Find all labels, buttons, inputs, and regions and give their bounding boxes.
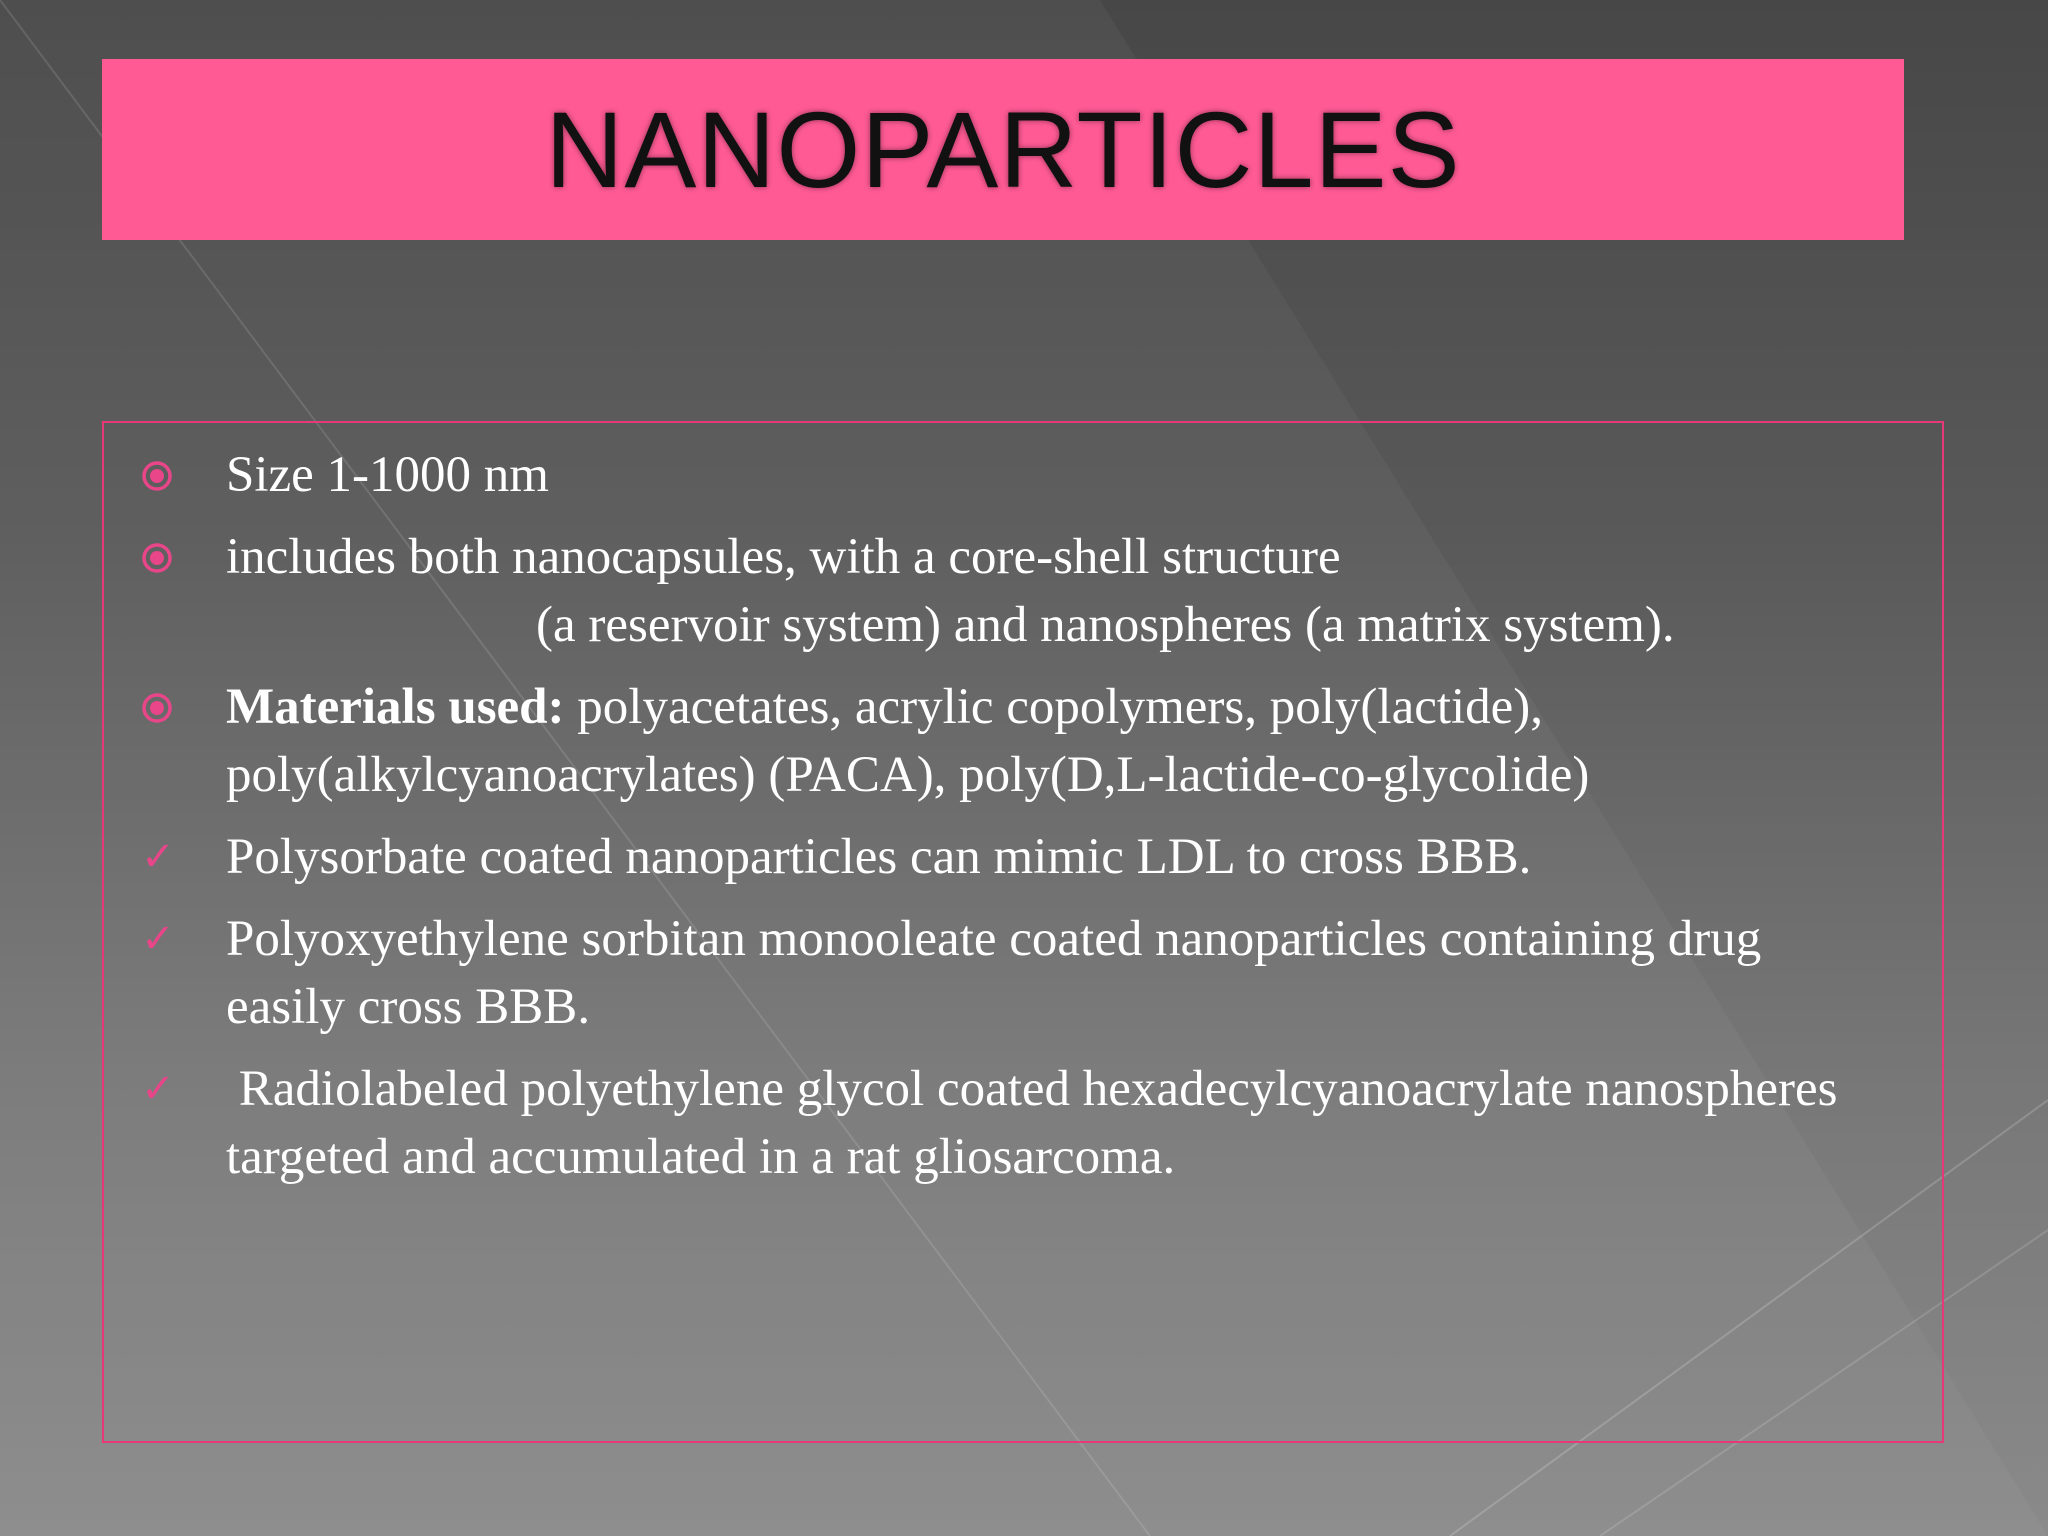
checkmark-icon: ✓ xyxy=(141,1066,175,1112)
bullet-list xyxy=(104,441,1942,1205)
bullet-text: Radiolabeled polyethylene glycol coated hexadecylcyanoacrylate nanospheres targeted and accumulated in a rat gliosarcoma. xyxy=(226,1061,1851,1185)
bullet-materials xyxy=(104,673,1942,809)
bullet-text: includes both nanocapsules, with a core-shell structure xyxy=(226,529,1341,585)
radio-bullet-icon xyxy=(140,691,174,725)
bullet-text: polyacetates, acrylic copolymers, poly(lactide), poly(alkylcyanoacrylates) (PACA), poly(D,L-lactide-co-glycolide) xyxy=(226,679,1590,803)
bullet-polyoxyethylene xyxy=(104,905,1942,1041)
bullet-text: Polyoxyethylene sorbitan monooleate coated nanoparticles containing drug easily cross BBB. xyxy=(226,911,1762,1035)
bullet-text-continued: (a reservoir system) and nanospheres (a matrix system). xyxy=(536,597,1675,653)
bullet-text: Size 1-1000 nm xyxy=(226,447,549,503)
bullet-bold-label: Materials used: xyxy=(226,679,565,735)
bullet-includes xyxy=(104,523,1942,659)
slide-title: NANOPARTICLES xyxy=(545,88,1461,210)
title-bar xyxy=(102,59,1904,240)
radio-bullet-icon xyxy=(140,541,174,575)
checkmark-icon: ✓ xyxy=(141,916,175,962)
bullet-size xyxy=(104,441,1942,509)
bullet-text: Polysorbate coated nanoparticles can mimic LDL to cross BBB. xyxy=(226,829,1532,885)
radio-bullet-icon xyxy=(140,459,174,493)
bullet-polysorbate xyxy=(104,823,1942,891)
checkmark-icon: ✓ xyxy=(141,834,175,880)
bullet-radiolabeled xyxy=(104,1055,1942,1191)
content-box xyxy=(102,421,1944,1443)
